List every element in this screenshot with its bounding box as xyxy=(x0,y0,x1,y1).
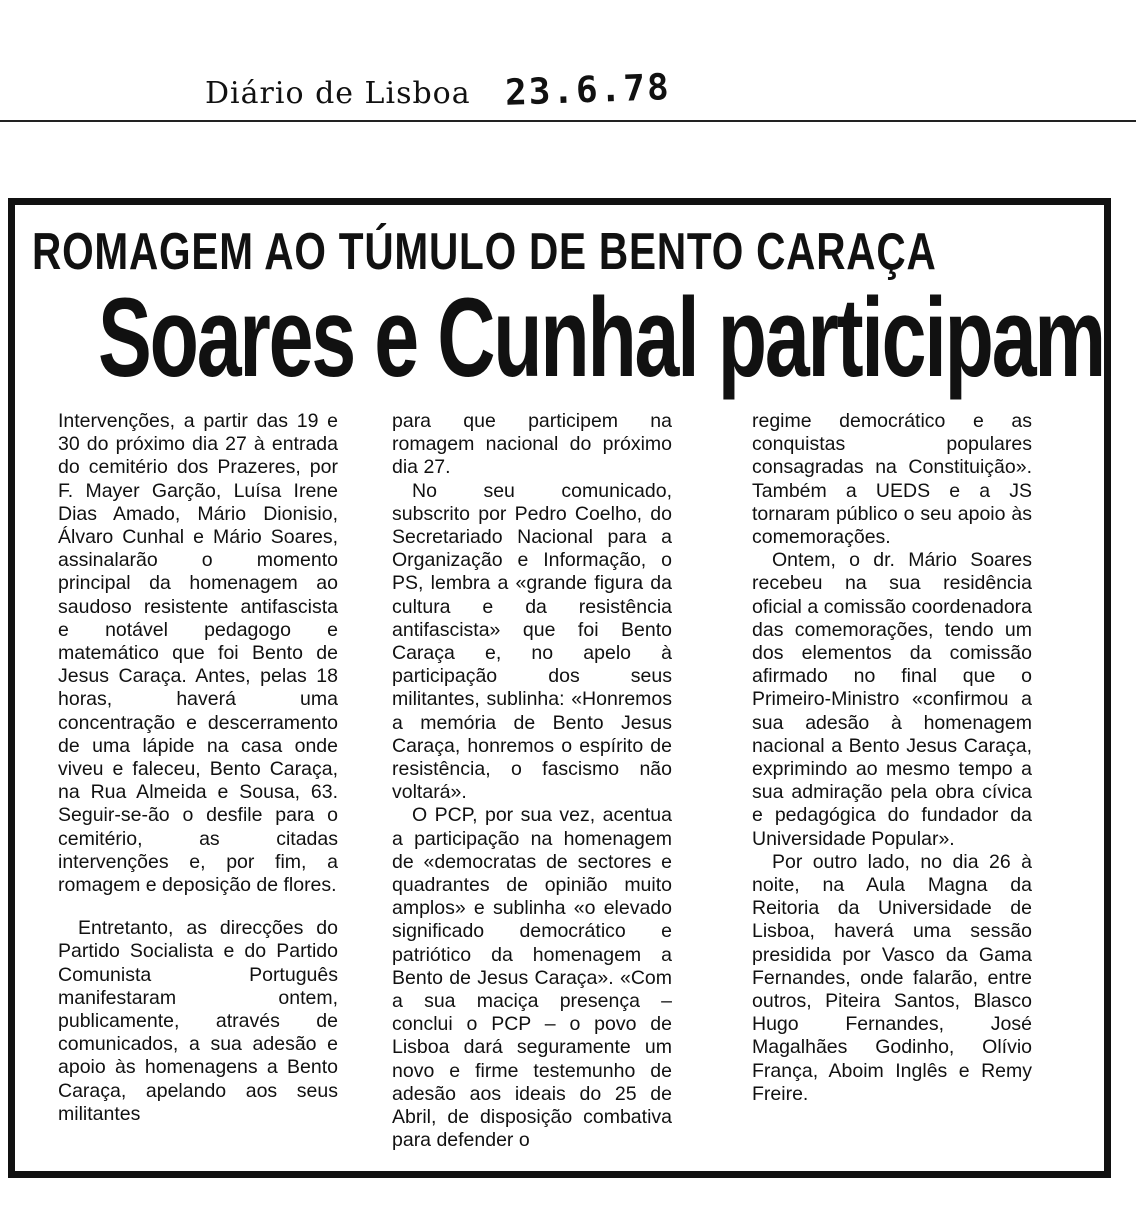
paragraph: Ontem, o dr. Mário Soares recebeu na sua residência oficial a comissão coordenadora das comemorações, tendo um dos elementos da comissão afirmado no final que o Primeiro-Ministro «confirmou a sua adesão à homenagem nacional a Bento Jesus Caraça, exprimindo ao mesmo tempo a sua admiração pela obra cívica e pedagógica do fundador da Universidade Popular». xyxy=(752,549,1032,850)
paragraph: Intervenções, a partir das 19 e 30 do próximo dia 27 à entrada do cemitério dos Prazeres, por F. Mayer Garção, Luísa Irene Dias Amado, Mário Dionisio, Álvaro Cunhal e Mário Soares, assinalarão o momento principal da homenagem ao saudoso resistente antifascista e notável pedagogo e matemático que foi Bento de Jesus Caraça. Antes, pelas 18 horas, haverá uma concentração e descerramento de uma lápide na casa onde viveu e faleceu, Bento Caraça, na Rua Almeida e Sousa, 63. Seguir-se-ão o desfile para o cemitério, as citadas intervenções e, por fim, a romagem e deposição de flores. xyxy=(58,410,338,897)
paragraph: No seu comunicado, subscrito por Pedro Coelho, do Secretariado Nacional para a Organização e Informação, o PS, lembra a «grande figura da cultura e da resistência antifascista» que foi Bento Caraça e, no apelo à participação dos seus militantes, sublinha: «Honremos a memória de Bento Jesus Caraça, honremos o espírito de resistência, o fascismo não voltará». xyxy=(392,479,672,804)
article-column-1 xyxy=(58,410,338,1126)
paragraph: O PCP, por sua vez, acentua a participação na homenagem de «democratas de sectores e quadrantes de opinião muito amplos» e sublinha «o elevado significado democrático e patriótico da homenagem a Bento de Jesus Caraça». «Com a sua maciça presença – conclui o PCP – o povo de Lisboa dará seguramente um novo e firme testemunho de adesão aos ideais do 25 de Abril, de disposição combativa para defender o xyxy=(392,804,672,1152)
handwritten-date: 23.6.78 xyxy=(504,67,672,114)
paragraph: Entretanto, as direcções do Partido Socialista e do Partido Comunista Português manifestaram ontem, publicamente, através de comunicados, a sua adesão e apoio às homenagens a Bento Caraça, apelando aos seus militantes xyxy=(58,917,338,1125)
article-column-2 xyxy=(392,410,672,1153)
paragraph: para que participem na romagem nacional do próximo dia 27. xyxy=(392,410,672,479)
article-headline: Soares e Cunhal participam xyxy=(98,275,1104,400)
paragraph: regime democrático e as conquistas populares consagradas na Constituição». Também a UEDS e a JS tornaram público o seu apoio às comemorações. xyxy=(752,410,1032,549)
article-column-3 xyxy=(752,410,1032,1106)
paragraph: Por outro lado, no dia 26 à noite, na Aula Magna da Reitoria da Universidade de Lisboa, haverá uma sessão presidida por Vasco da Gama Fernandes, onde falarão, entre outros, Piteira Santos, Blasco Hugo Fernandes, José Magalhães Godinho, Olívio França, Aboim Inglês e Remy Freire. xyxy=(752,850,1032,1105)
article-kicker: ROMAGEM AO TÚMULO DE BENTO CARAÇA xyxy=(32,223,937,281)
masthead-rule xyxy=(0,120,1136,122)
newspaper-masthead: Diário de Lisboa xyxy=(205,76,471,111)
